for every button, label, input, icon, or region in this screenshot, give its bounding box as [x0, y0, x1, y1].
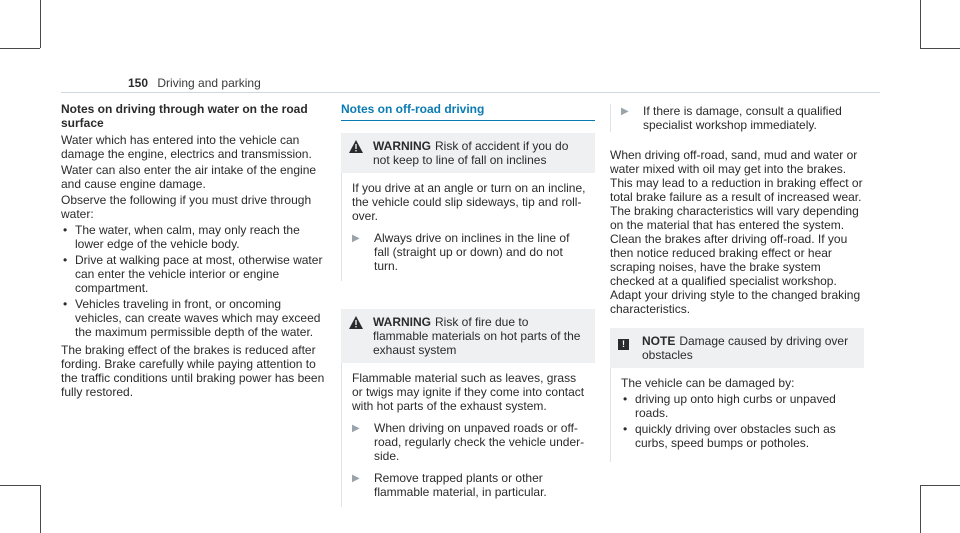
header-divider: [61, 92, 880, 93]
page-header: [128, 76, 261, 90]
paragraph: Water can also enter the air intake of the engine and cause engine damage.: [61, 163, 317, 191]
bullet-list: [621, 392, 856, 450]
paragraph: Observe the following if you must drive through water:: [61, 193, 312, 221]
crop-mark: [920, 485, 960, 486]
crop-mark: [40, 485, 41, 533]
note-body: The vehicle can be damaged by:: [621, 376, 795, 390]
note-title: Damage caused by driving over obstacles: [642, 334, 849, 362]
column-water-driving: [61, 102, 327, 399]
bullet-list: [61, 223, 327, 339]
action-text: Remove trapped plants or other flammable material, in particular.: [374, 471, 547, 499]
heading-water: Notes on driving through water on the road surface: [61, 102, 308, 130]
action-arrow-icon: ▶: [621, 106, 629, 117]
action-arrow-icon: ▶: [352, 473, 360, 484]
warning-triangle-icon: [349, 139, 373, 156]
heading-offroad: Notes on off-road driving: [341, 102, 485, 116]
action-arrow-icon: ▶: [352, 423, 360, 434]
note-box-obstacles: [610, 328, 864, 462]
list-item: • Drive at walking pace at most, otherwise water can enter the vehicle interior or engine compartment.: [75, 253, 327, 295]
list-item: • The water, when calm, may only reach the lower edge of the vehicle body.: [75, 223, 327, 251]
paragraph: Water which has entered into the vehicle can damage the engine, electrics and transmission.: [61, 133, 312, 161]
column-brakes: [610, 102, 864, 462]
crop-mark: [920, 485, 921, 533]
column-offroad: [341, 102, 595, 507]
warning-body: Flammable material such as leaves, grass or twigs may ignite if they come into contact with hot parts of the exhaust system.: [352, 371, 585, 413]
action-text: If there is damage, consult a qualified specialist workshop immediately.: [643, 104, 842, 132]
crop-mark: [0, 48, 40, 49]
action-continuation: [610, 104, 864, 132]
warning-title: Risk of accident if you do not keep to line of fall on inclines: [373, 139, 569, 167]
note-label: NOTE: [642, 334, 676, 348]
list-item: • Vehicles traveling in front, or oncoming vehicles, can create waves which may exceed the maximum permissible depth of the water.: [75, 297, 327, 339]
list-item: • driving up onto high curbs or unpaved roads.: [635, 392, 856, 420]
note-exclamation-icon: !: [618, 334, 642, 350]
action-arrow-icon: ▶: [352, 233, 360, 244]
warning-label: WARNING: [373, 139, 431, 153]
crop-mark: [40, 0, 41, 48]
warning-body: If you drive at an angle or turn on an incline, the vehicle could slip sideways, tip and roll-over.: [352, 181, 586, 223]
warning-label: WARNING: [373, 315, 431, 329]
action-text: Always drive on inclines in the line of fall (straight up or down) and do not turn.: [374, 231, 570, 273]
list-item: • quickly driving over obstacles such as curbs, speed bumps or potholes.: [635, 422, 856, 450]
crop-mark: [920, 0, 921, 48]
paragraph: When driving off-road, sand, mud and water or water mixed with oil may get into the brakes. This may lead to a reduction in braking effect or total brake failure as a result of increased wear. The braking characteristics will vary depending on the material that has entered the system. Clean the brakes after driving off-road. If you then notice reduced braking effect or hear scraping noises, have the brake system checked at a qualified specialist workshop. Adapt your driving style to the changed braking characteristics.: [610, 148, 863, 316]
paragraph: The braking effect of the brakes is reduced after fording. Brake carefully while paying attention to the traffic conditions until braking power has been fully restored.: [61, 343, 325, 399]
action-text: When driving on unpaved roads or off-road, regularly check the vehicle under-side.: [374, 421, 585, 463]
warning-title: Risk of fire due to flammable materials on hot parts of the exhaust system: [373, 315, 581, 357]
crop-mark: [0, 485, 40, 486]
warning-box-fire: [341, 309, 595, 507]
warning-box-incline: [341, 133, 595, 281]
heading-underline: [341, 120, 595, 121]
page-number: 150: [128, 76, 149, 90]
crop-mark: [920, 48, 960, 49]
section-title: Driving and parking: [157, 76, 261, 90]
warning-triangle-icon: [349, 315, 373, 332]
